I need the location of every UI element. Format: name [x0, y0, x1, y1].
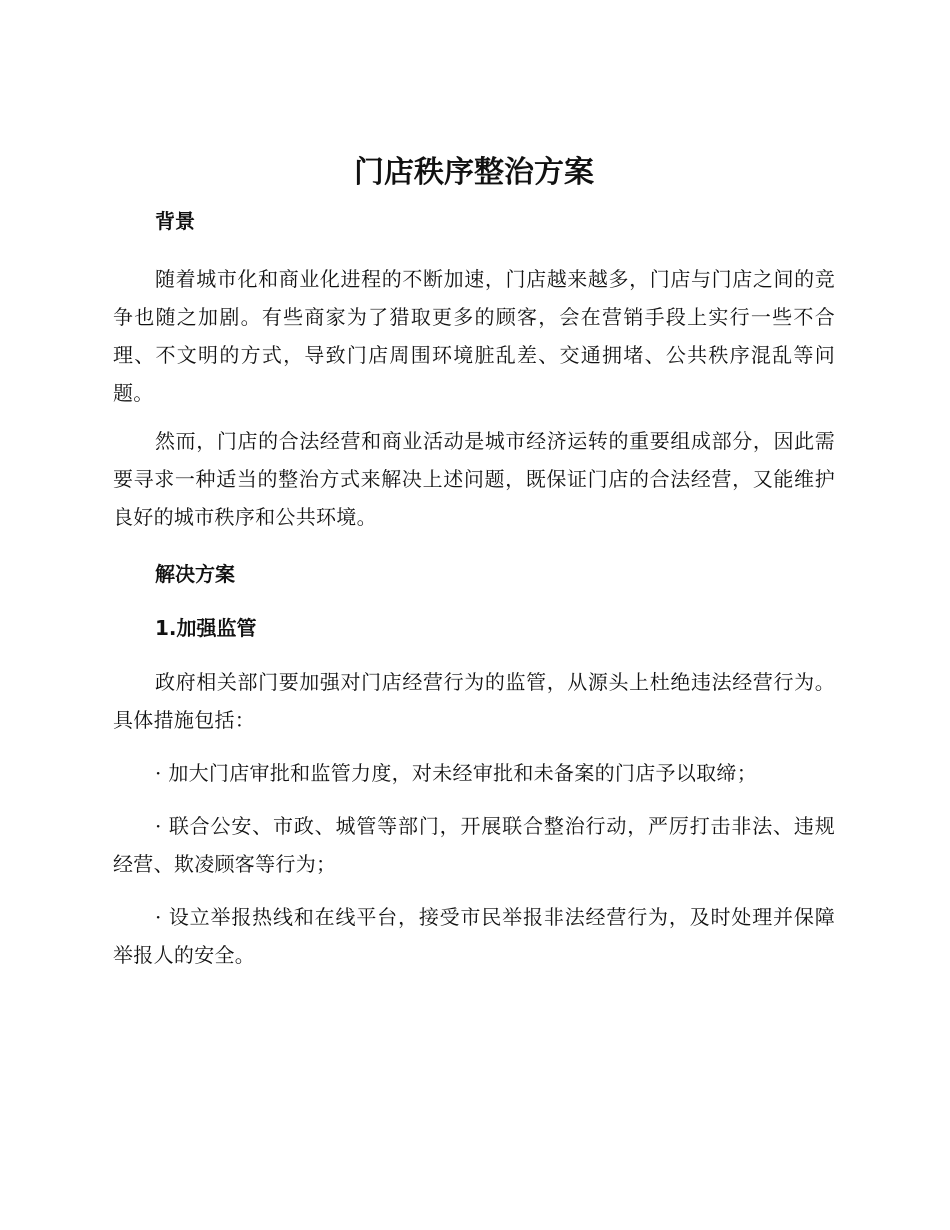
- heading-strengthen-supervision: 1.加强监管: [155, 616, 257, 640]
- document-title: 门店秩序整治方案: [354, 155, 594, 190]
- paragraph-supervision-intro: 政府相关部门要加强对门店经营行为的监管，从源头上杜绝违法经营行为。具体措施包括：: [113, 670, 835, 732]
- bullet-item: · 加大门店审批和监管力度，对未经审批和未备案的门店予以取缔；: [155, 761, 758, 785]
- bullet-item: · 设立举报热线和在线平台，接受市民举报非法经营行为，及时处理并保障举报人的安全。: [113, 905, 835, 967]
- bullet-item: · 联合公安、市政、城管等部门，开展联合整治行动，严厉打击非法、违规经营、欺凌顾客等行为；: [113, 814, 835, 876]
- paragraph-background-1: 随着城市化和商业化进程的不断加速，门店越来越多，门店与门店之间的竞争也随之加剧。有些商家为了猎取更多的顾客，会在营销手段上实行一些不合理、不文明的方式，导致门店周围环境脏乱差、交通拥堵、公共秩序混乱等问题。: [113, 267, 835, 405]
- heading-background: 背景: [155, 209, 195, 233]
- heading-solution: 解决方案: [155, 562, 235, 586]
- paragraph-background-2: 然而，门店的合法经营和商业活动是城市经济运转的重要组成部分，因此需要寻求一种适当的整治方式来解决上述问题，既保证门店的合法经营，又能维护良好的城市秩序和公共环境。: [113, 429, 835, 529]
- document-page: [113, 148, 835, 974]
